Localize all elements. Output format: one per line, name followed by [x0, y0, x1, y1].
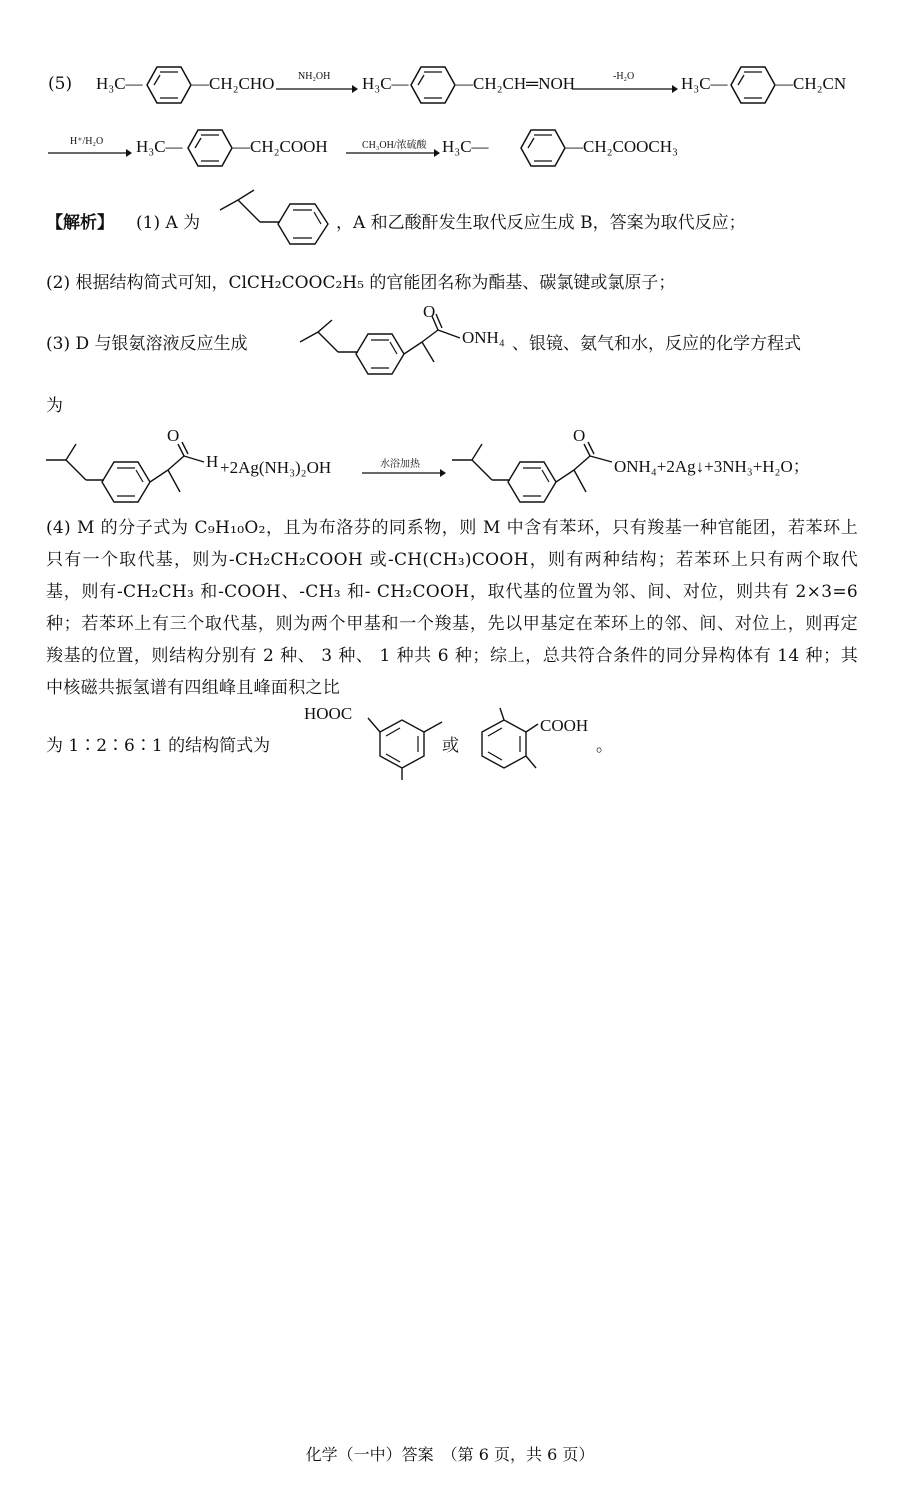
q5-product2-prefix: H₃C— [681, 74, 728, 93]
benzene-ring-icon [187, 127, 233, 169]
aldehyde-structure-icon [46, 430, 212, 510]
aldehyde-h-label: H [206, 452, 219, 471]
reaction-arrow-icon [362, 468, 446, 478]
analysis-2-text: (2) 根据结构简式可知，ClCH₂COOC₂H₅ 的官能团名称为酯基、碳氯键或氯原子； [46, 273, 676, 293]
q5-reactant-prefix: H₃C— [96, 74, 143, 93]
analysis-3-prefix: (3) D 与银氨溶液反应生成 [46, 334, 248, 354]
analysis-1-suffix: ，A 和乙酸酐发生取代反应生成 B，答案为取代反应； [336, 213, 746, 233]
analysis-3-suffix: 、银镜、氨气和水，反应的化学方程式 [512, 334, 801, 354]
q5-product1-prefix: H₃C— [362, 74, 409, 93]
analysis-1-prefix: (1) A 为 [136, 213, 201, 233]
benzene-ring-icon [730, 64, 776, 106]
period-mark: 。 [596, 736, 613, 756]
q5-product3-prefix: H₃C— [136, 137, 183, 156]
reagent-3-label: H⁺/H₂O [70, 136, 104, 147]
page-footer: 化学（一中）答案 （第 6 页，共 6 页） [305, 1445, 595, 1464]
ammonium-group-label: ONH₄ [462, 328, 505, 347]
q5-product1-suffix: —CH₂CH═NOH [456, 74, 576, 93]
reagent-4-label: CH₃OH/浓硫酸 [362, 140, 427, 151]
benzene-ring-icon [410, 64, 456, 106]
reaction-arrow-icon [48, 148, 132, 158]
analysis-tag: 【解析】 [46, 213, 114, 233]
isobutylbenzene-structure-icon [220, 186, 332, 256]
q5-product3-suffix: —CH₂COOH [233, 137, 328, 156]
reagent-1-label: NH₂OH [298, 71, 331, 82]
benzene-ring-icon [146, 64, 192, 106]
analysis-4-end-prefix: 为 1∶2∶6∶1 的结构简式为 [46, 736, 271, 756]
analysis-4-text: (4) M 的分子式为 C₉H₁₀O₂，且为布洛芬的同系物，则 M 中含有苯环，只有羧基一种官能团，若苯环上只有一个取代基，则为-CH₂CH₂COOH 或-CH(CH₃)COOH，则有两种结构；若苯环上只有两个取代基，则有-CH₂CH₃ 和-COOH、-CH₃ 和- CH₂COOH，取代基的位置为邻、间、对位，则共有 2×3=6 种；若苯环上有三个取代基，则为两个甲基和一个羧基，先以甲基定在苯环上的邻、间、对位上，则再定羧基的位置，则结构分别有 2 种、 3 种、 1 种共 6 种；综上，总共符合条件的同分异构体有 14 种；其中核磁共振氢谱有四组峰且峰面积之比 [46, 518, 858, 698]
q5-product4-prefix: H₃C— [442, 137, 489, 156]
carbonyl-o-label: O [423, 302, 436, 321]
hooc-label: HOOC [304, 704, 353, 723]
q5-label: (5) [48, 74, 73, 94]
product-o-label: O [573, 426, 586, 445]
cooh-label: COOH [540, 716, 589, 735]
q5-reactant-suffix: —CH₂CHO [192, 74, 275, 93]
reagent-2-label: -H₂O [613, 71, 635, 82]
reaction-arrow-icon [572, 84, 678, 94]
dimethylbenzoic-acid-structure-icon [350, 712, 450, 782]
benzene-ring-icon [520, 127, 566, 169]
aldehyde-o-label: O [167, 426, 180, 445]
q5-product2-suffix: —CH₂CN [776, 74, 847, 93]
reaction-arrow-icon [276, 84, 358, 94]
ammonium-salt-structure-icon [300, 306, 468, 386]
condition-label: 水浴加热 [380, 459, 420, 470]
or-label: 或 [442, 736, 459, 756]
q5-product4-suffix: —CH₂COOCH₃ [566, 137, 678, 156]
reaction-arrow-icon [346, 148, 440, 158]
ammonium-salt-structure-icon [452, 430, 618, 510]
tollens-reagent-label: +2Ag(NH₃)₂OH [220, 458, 332, 477]
analysis-3-wrap: 为 [46, 396, 63, 416]
equation-right-side: ONH₄+2Ag↓+3NH₃+H₂O； [614, 457, 810, 476]
